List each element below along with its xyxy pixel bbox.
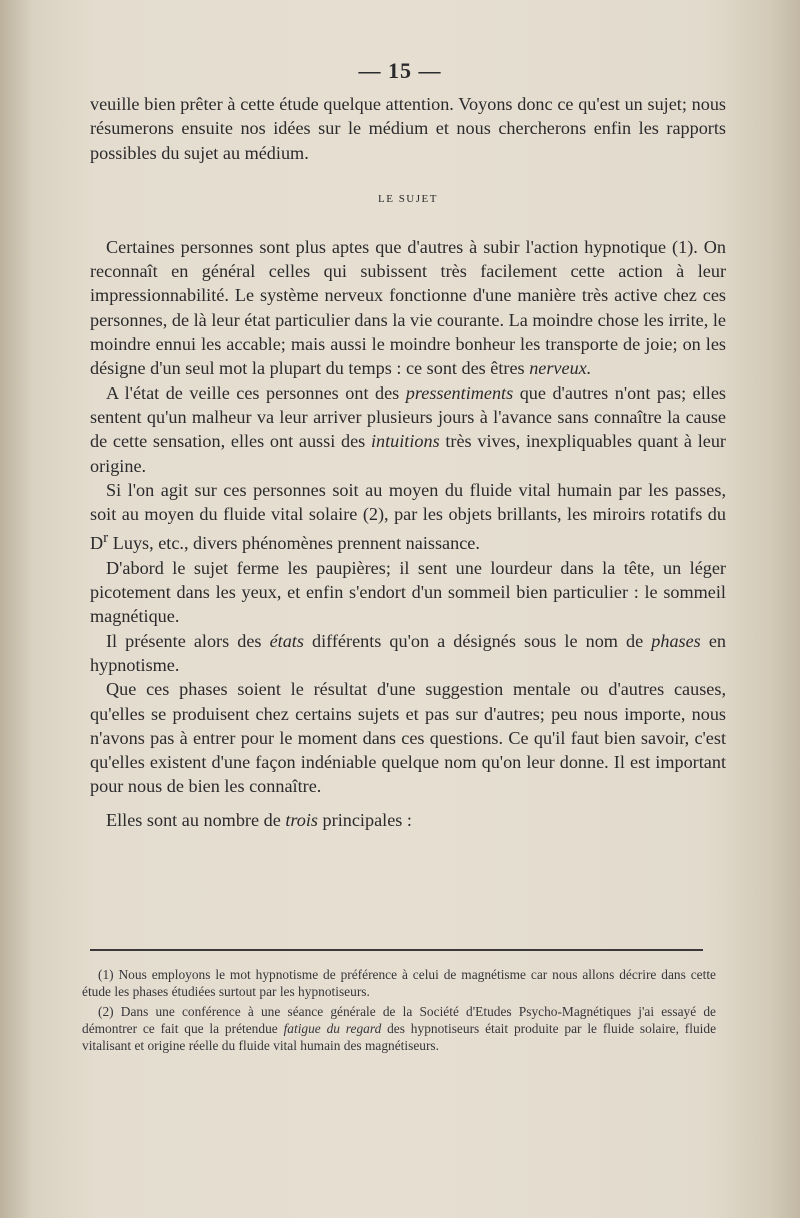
paragraph-3-text-a: Si l'on agit sur ces personnes soit au moyen du fluide vital humain par les passes, soit au moyen du fluide vital solaire (2), par les objets brillants, les miroirs rotatifs du D — [90, 479, 726, 554]
paragraph-5-text-b: différents qu'on a désignés sous le nom de — [303, 630, 652, 651]
paragraph-5-text-c: en hypnotisme. — [90, 630, 727, 675]
paragraph-5-emphasis-2: phases — [651, 630, 701, 651]
section-title: LE SUJET — [378, 192, 438, 205]
paragraph-7-text-b: principales : — [318, 809, 412, 830]
paragraph-2 — [90, 381, 726, 478]
paragraph-3-superscript: r — [103, 529, 109, 547]
paragraph-2-text-b: que d'autres n'ont pas; elles sentent qu'un malheur va leur arriver plusieurs jours à l'avance sans connaître la cause de cette sensation, elles ont aussi des — [90, 382, 726, 452]
paragraph-5 — [90, 629, 726, 678]
footnote-2-text-b: des hypnotiseurs était produite par le fluide solaire, fluide vitalisant et origine réelle du fluide vital humain des magnétiseurs. — [82, 1020, 717, 1054]
paragraph-7-text-a: Elles sont au nombre de — [106, 809, 286, 830]
paragraph-2-text-a: A l'état de veille ces personnes ont des — [106, 382, 406, 403]
footnote-2-text-a: (2) Dans une conférence à une séance générale de la Société d'Etudes Psycho-Magnétiques j'ai essayé de démontrer ce fait que la prétendue — [82, 1003, 716, 1036]
footnote-2-emphasis: fatigue du regard — [283, 1020, 382, 1036]
paragraph-5-text-a: Il présente alors des — [106, 630, 270, 651]
paragraph-7-emphasis: trois — [285, 809, 318, 830]
page-number: — 15 — — [358, 58, 442, 83]
footnote-1: (1) Nous employons le mot hypnotisme de préférence à celui de magnétisme car nous allons décrire dans cette étude les phases étudiées surtout par les hypnotiseurs. — [82, 967, 716, 1000]
paragraph-4: D'abord le sujet ferme les paupières; il sent une lourdeur dans la tête, un léger picotement dans les yeux, et enfin s'endort d'un sommeil bien particulier : le sommeil magnétique. — [90, 557, 726, 627]
paragraph-3-text-b: Luys, etc., divers phénomènes prennent naissance. — [108, 533, 480, 554]
paragraph-5-emphasis-1: états — [269, 630, 304, 651]
intro-paragraph: veuille bien prêter à cette étude quelque attention. Voyons donc ce qu'est un sujet; nous résumerons ensuite nos idées sur le médium et nous chercherons enfin les rapports possibles du sujet au médium. — [90, 94, 726, 163]
paragraph-1 — [90, 235, 726, 381]
paragraph-3 — [90, 478, 726, 556]
footnote-2 — [82, 1003, 716, 1055]
paragraph-7 — [90, 808, 726, 832]
paragraph-gap — [90, 799, 726, 808]
paragraph-1-text: Certaines personnes sont plus aptes que d'autres à subir l'action hypnotique (1). On reconnaît en général celles qui subissent très facilement cette action à leur impressionnabilité. Le système nerveux fonctionne d'une manière très active chez ces personnes, de là leur état particulier dans la vie courante. La moindre chose les irrite, le moindre ennui les accable; mais aussi le moindre bonheur les transporte de joie; on les désigne d'un seul mot la plupart du temps : ce sont des êtres — [90, 236, 726, 379]
page-body — [90, 92, 726, 832]
footnote-separator — [90, 949, 703, 951]
paragraph-1-emphasis: nerveux. — [529, 358, 592, 379]
paragraph-2-emphasis-1: pressentiments — [405, 382, 514, 403]
paragraph-2-emphasis-2: intuitions — [370, 431, 440, 452]
paragraph-2-text-c: très vives, inexpliquables quant à leur origine. — [90, 431, 726, 476]
footnotes — [82, 966, 716, 1056]
paragraph-6: Que ces phases soient le résultat d'une suggestion mentale ou d'autres causes, qu'elles se produisent chez certains sujets et pas sur d'autres; peu nous importe, nous n'avons pas à entrer pour le moment dans ces questions. Ce qu'il faut bien savoir, c'est qu'elles existent d'une façon indéniable quelque nom qu'on leur donne. Il est important pour nous de bien les connaître. — [90, 679, 726, 797]
